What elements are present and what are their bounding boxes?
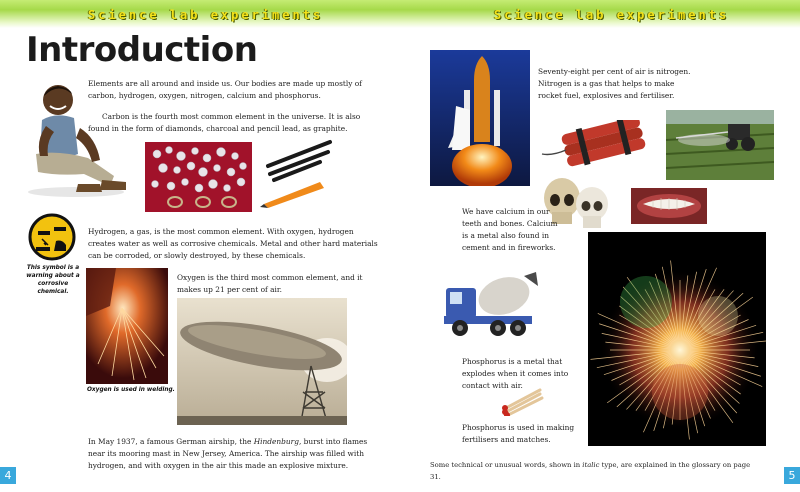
phosphorus-paragraph: Phosphorus is a metal that explodes when it comes into contact with air. (462, 357, 569, 390)
glossary-footer (430, 459, 760, 483)
tractor-photo (666, 110, 774, 180)
fireworks-photo (588, 232, 766, 446)
charcoal-pencil-photo (260, 138, 336, 208)
matches-photo (496, 388, 546, 416)
symbol-caption: This symbol is a warning about a corrosive chemical. (26, 265, 80, 295)
cement-mixer-photo (440, 268, 540, 338)
dynamite-photo (540, 120, 652, 168)
running-header-left: Science lab experiments (88, 8, 324, 22)
hindenburg-text-1: In May 1937, a famous German airship, the (88, 437, 254, 446)
page-number-right: 5 (784, 467, 800, 484)
hindenburg-photo (177, 298, 347, 425)
diamonds-photo (145, 142, 252, 212)
phosphorus-use-paragraph: Phosphorus is used in making fertilisers and matches. (462, 423, 575, 444)
shuttle-photo (430, 50, 530, 186)
oxygen-paragraph: Oxygen is the third most common element, and it makes up 21 per cent of air. (177, 273, 363, 294)
hydrogen-paragraph: Hydrogen, a gas, is the most common element. With oxygen, hydrogen creates water as well as corrosive chemicals. Metal and other hard materials can be corroded, or slowly destroyed, by these chemicals. (88, 227, 378, 260)
footer-text-1: Some technical or unusual words, shown in (430, 461, 583, 469)
page-title: Introduction (26, 30, 258, 70)
footer-italic: italic (582, 461, 600, 469)
page-number-left: 4 (0, 467, 16, 484)
footer-text-2: type, are explained in the glossary on page 31. (430, 461, 751, 481)
calcium-paragraph: We have calcium in our teeth and bones. Calcium is a metal also found in cement and in fireworks. (462, 207, 558, 252)
teeth-photo (631, 188, 707, 224)
corrosive-warning-icon (28, 213, 76, 261)
hindenburg-paragraph (88, 436, 380, 472)
running-header-right: Science lab experiments (494, 8, 730, 22)
hindenburg-text-2: , burst into flames near its mooring mast in New Jersey, America. The airship was filled with hydrogen, and with oxygen in the air this made an explosive mixture. (88, 437, 368, 470)
welding-photo (86, 268, 168, 384)
elements-paragraph: Elements are all around and inside us. Our bodies are made up mostly of carbon, hydrogen, oxygen, nitrogen, calcium and phosphorus. (88, 79, 362, 100)
welding-caption: Oxygen is used in welding. (87, 387, 175, 393)
carbon-paragraph: Carbon is the fourth most common element in the universe. It is also found in the form of diamonds, charcoal and pencil lead, as graphite. (88, 112, 361, 133)
hindenburg-italic: Hindenburg (253, 437, 299, 446)
nitrogen-paragraph: Seventy-eight per cent of air is nitrogen. Nitrogen is a gas that helps to make rocket fuel, explosives and fertiliser. (538, 67, 691, 100)
